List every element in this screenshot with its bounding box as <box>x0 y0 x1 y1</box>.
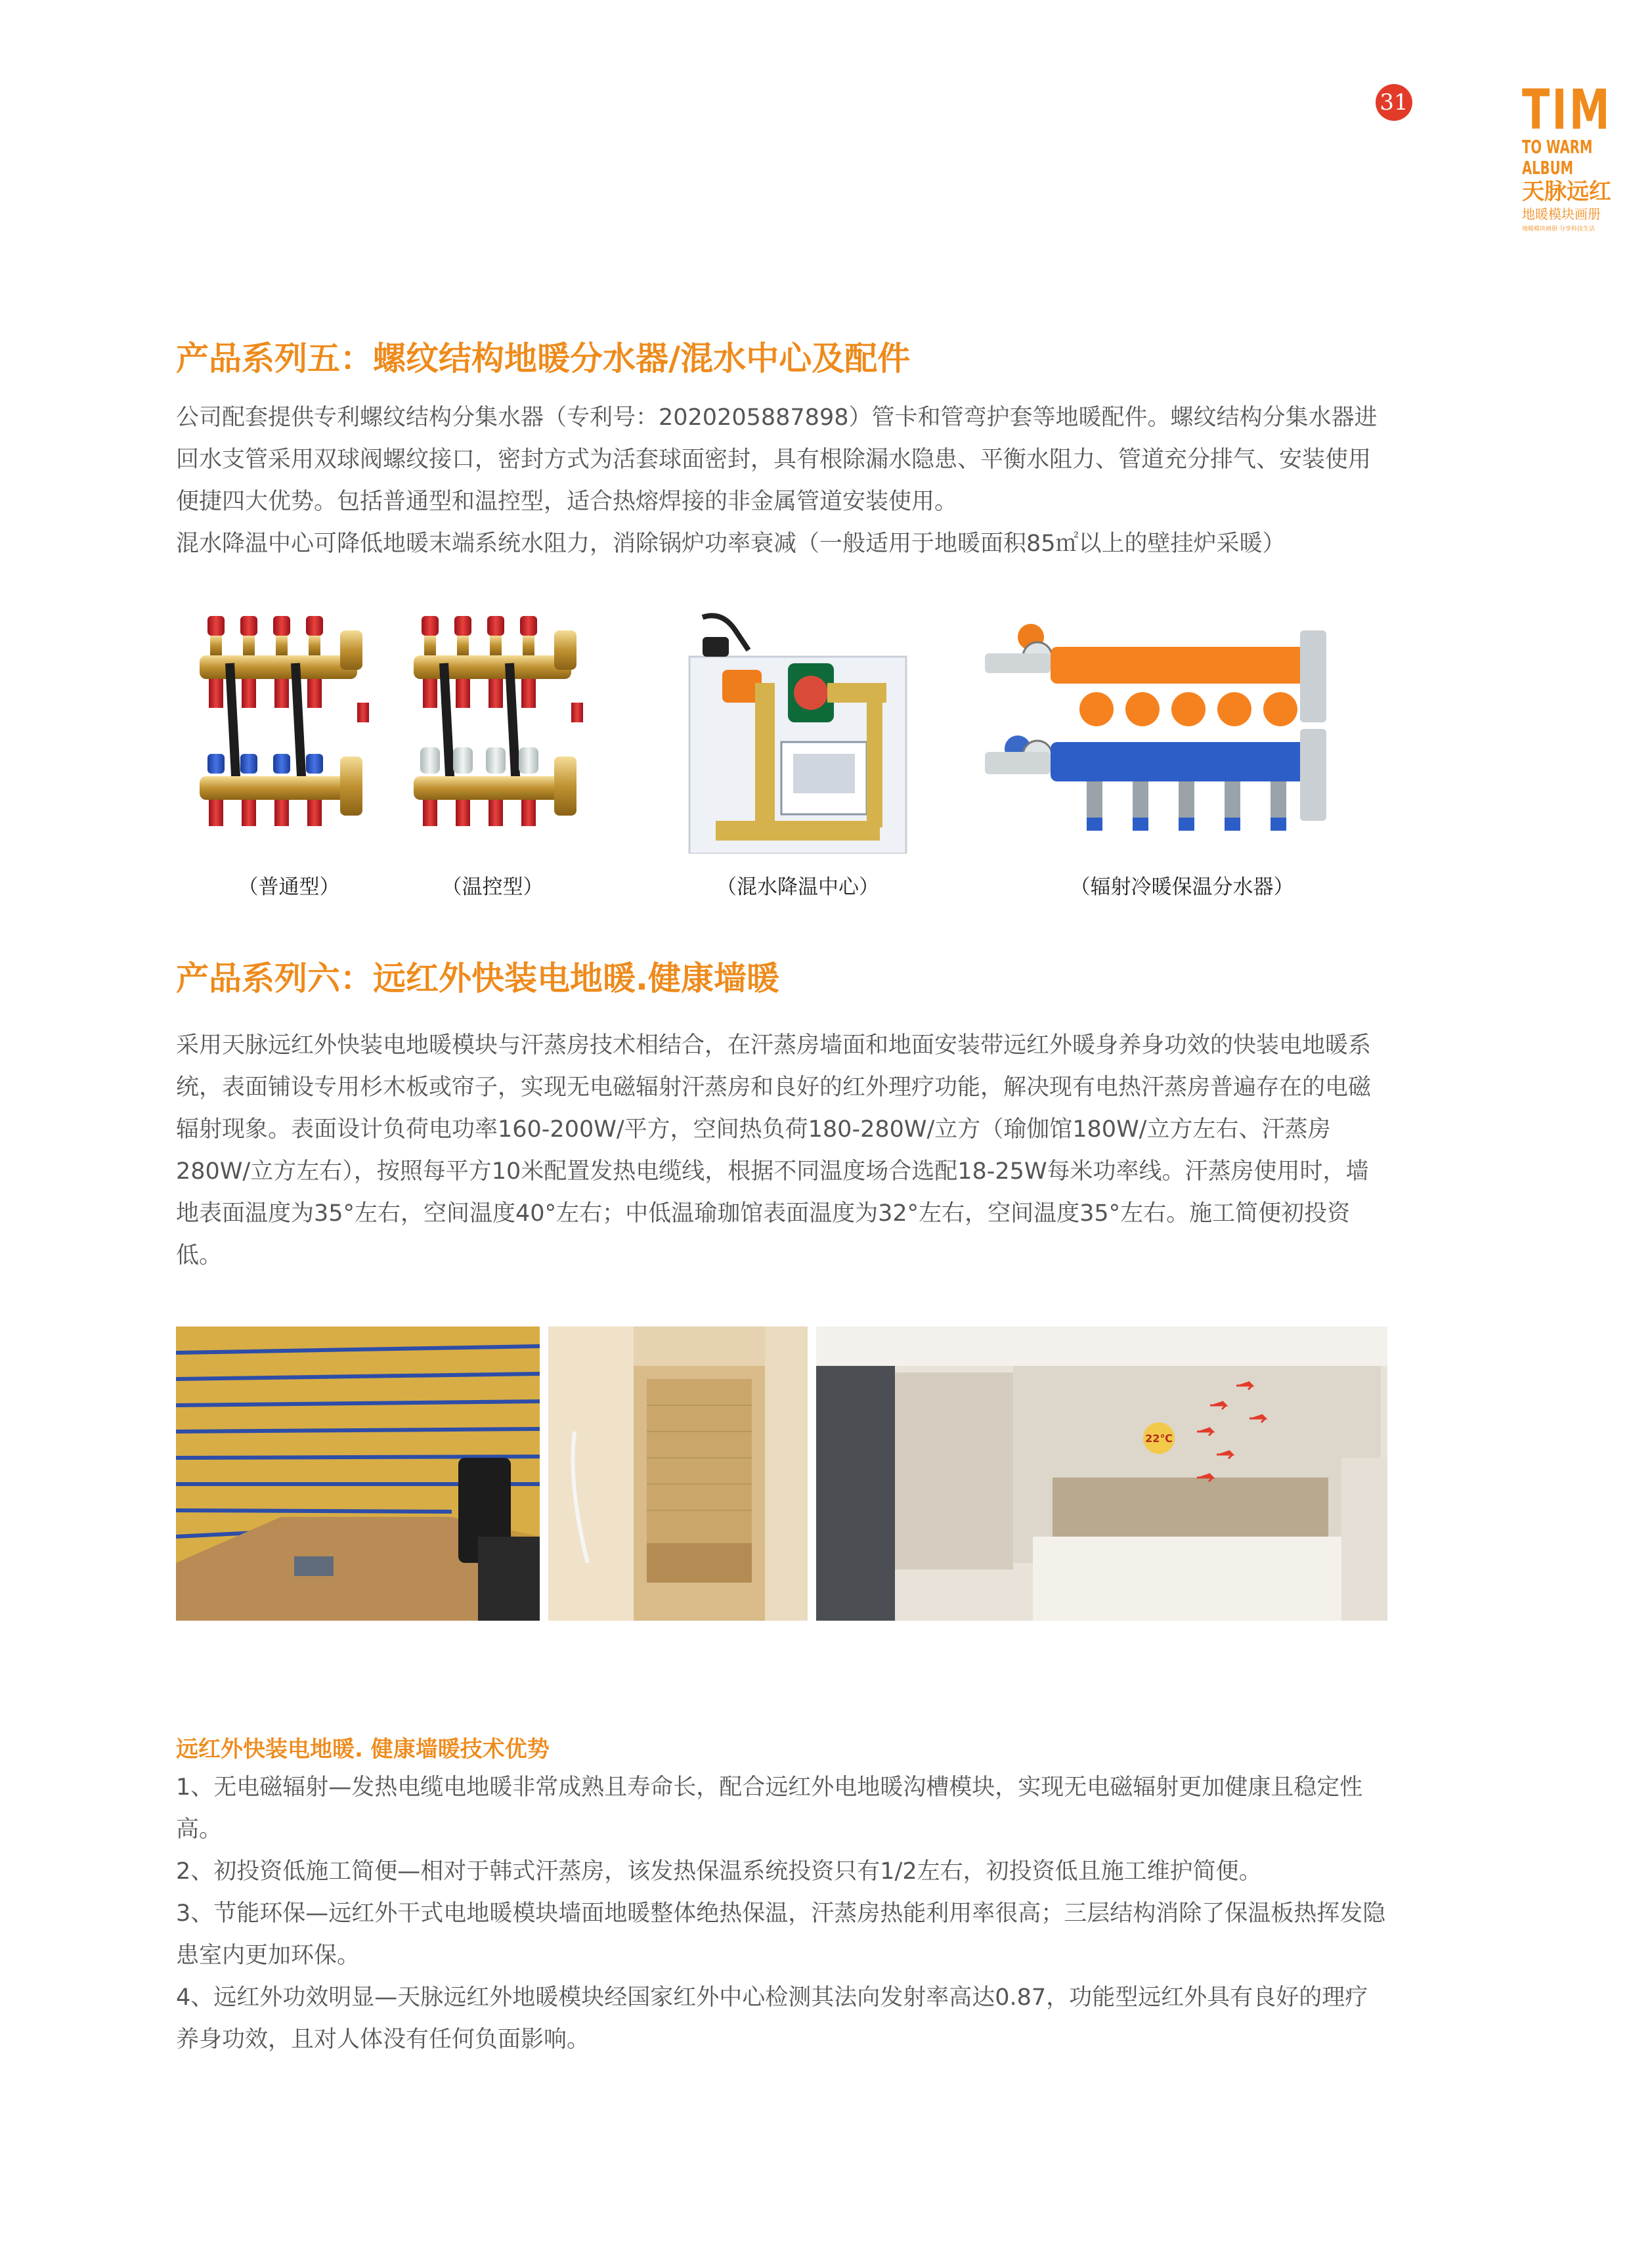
sauna-room-photo <box>548 1326 808 1621</box>
caption-thermostatic: （温控型） <box>441 875 544 899</box>
sauna-wall-drawing <box>176 1326 540 1621</box>
mixing-center-drawing <box>676 611 919 854</box>
section6-paragraph: 采用天脉远红外快装电地暖模块与汗蒸房技术相结合，在汗蒸房墙面和地面安装带远红外暖身养身功效的快装电地暖系统，表面铺设专用杉木板或帘子，实现无电磁辐射汗蒸房和良好的红外理疗功能，解决现有电热汗蒸房普遍存在的电磁辐射现象。表面设计负荷电功率160-200W/平方，空间热负荷180-280W/立方（瑜伽馆180W/立方左右、汗蒸房280W/立方左右），按照每平方10米配置发热电缆线，根据不同温度场合选配18-25W每米功率线。汗蒸房使用时，墙地表面温度为35°左右，空间温度40°左右；中低温瑜珈馆表面温度为32°左右，空间温度35°左右。施工简便初投资低。 <box>176 1032 1372 1269</box>
section6-body <box>176 1024 1391 1277</box>
brand-tagline: 地暖模块画册 分享科技生活 <box>1522 226 1595 232</box>
caption-standard: （普通型） <box>238 875 340 899</box>
section5-paragraph1: 公司配套提供专利螺纹结构分集水器（专利号：2020205887898）管卡和管弯护套等地暖配件。螺纹结构分集水器进回水支管采用双球阀螺纹接口，密封方式为活套球面密封，具有根除漏水隐患、平衡水阻力、管道充分排气、安装使用便捷四大优势。包括普通型和温控型，适合热熔焊接的非金属管道安装使用。 <box>176 405 1378 515</box>
caption-radiant-manifold: （辐射冷暖保温分水器） <box>1070 875 1294 899</box>
bedroom-photo <box>816 1326 1387 1621</box>
temperature-label: 22℃ <box>1145 1432 1173 1445</box>
advantages-list <box>176 1766 1391 2061</box>
brand-line1: TO WARM <box>1522 136 1593 158</box>
section5-paragraph2: 混水降温中心可降低地暖末端系统水阻力，消除锅炉功率衰减（一般适用于地暖面积85㎡以上的壁挂炉采暖） <box>176 531 1286 557</box>
manifold-thermostatic-drawing <box>411 604 615 854</box>
brand-line2: ALBUM <box>1522 157 1574 179</box>
caption-mixing-center: （混水降温中心） <box>716 875 879 899</box>
advantage-item-3: 3、节能环保—远红外干式电地暖模块墙面地暖整体绝热保温，汗蒸房热能利用率很高；三层结构消除了保温板热挥发隐患室内更加环保。 <box>176 1900 1386 1969</box>
brand-cn-sub: 地暖模块画册 <box>1522 206 1601 222</box>
mixing-center-image <box>676 611 919 854</box>
advantage-item-4: 4、远红外功效明显—天脉远红外地暖模块经国家红外中心检测其法向发射率高达0.87，功能型远红外具有良好的理疗养身功效，且对人体没有任何负面影响。 <box>176 1984 1368 2053</box>
radiant-manifold-image <box>972 617 1379 854</box>
manifold-standard-drawing <box>197 604 401 854</box>
page-number-badge: 31 <box>1376 84 1412 121</box>
manifold-thermostatic-image <box>411 604 615 854</box>
bedroom-drawing <box>816 1326 1387 1621</box>
sauna-room-drawing <box>548 1326 808 1621</box>
advantage-item-2: 2、初投资低施工简便—相对于韩式汗蒸房，该发热保温系统投资只有1/2左右，初投资低且施工维护简便。 <box>176 1858 1262 1885</box>
manifold-standard-image <box>197 604 401 854</box>
section5-heading: 产品系列五：螺纹结构地暖分水器/混水中心及配件 <box>176 340 911 378</box>
sauna-wall-photo <box>176 1326 540 1621</box>
section5-body <box>176 397 1391 565</box>
radiant-manifold-drawing <box>972 617 1379 854</box>
advantage-item-1: 1、无电磁辐射—发热电缆电地暖非常成熟且寿命长，配合远红外电地暖沟槽模块，实现无电磁辐射更加健康且稳定性高。 <box>176 1774 1363 1843</box>
brand-logo <box>1522 77 1614 235</box>
brand-cn: 天脉远红 <box>1522 179 1611 205</box>
section6-heading: 产品系列六：远红外快装电地暖.健康墙暖 <box>176 959 779 997</box>
brand-title: TIM <box>1522 77 1612 142</box>
advantages-heading: 远红外快装电地暖. 健康墙暖技术优势 <box>176 1736 550 1763</box>
